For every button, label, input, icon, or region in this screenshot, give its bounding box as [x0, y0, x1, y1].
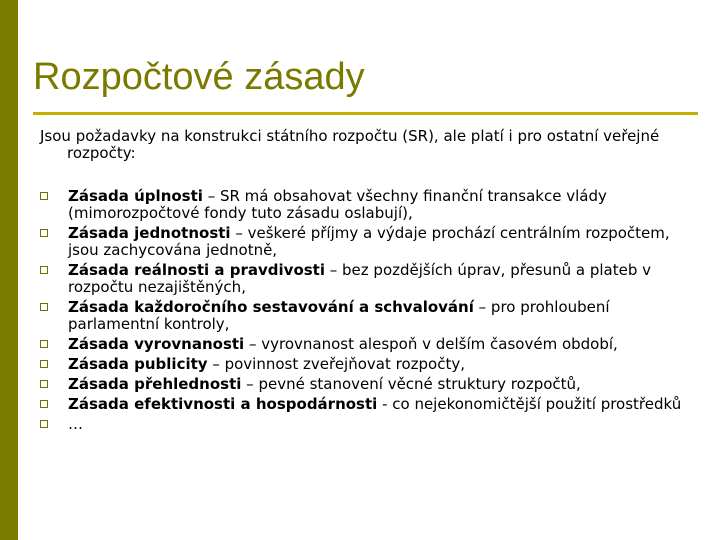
title-underline [33, 112, 698, 115]
principle-term: Zásada efektivnosti a hospodárnosti [68, 395, 378, 413]
list-item [40, 225, 685, 259]
list-item [40, 336, 685, 353]
principle-description: – SR má obsahovat všechny finanční transakce vlády (mimorozpočtové fondy tuto zásadu oslabují), [68, 187, 607, 222]
principles-list [40, 188, 685, 436]
principle-term: Zásada jednotnosti [68, 224, 231, 242]
list-item [40, 299, 685, 333]
hollow-square-bullet-icon [40, 380, 48, 388]
list-item [40, 416, 685, 433]
list-item [40, 262, 685, 296]
principle-term: Zásada reálnosti a pravdivosti [68, 261, 325, 279]
principle-term: Zásada vyrovnanosti [68, 335, 245, 353]
principle-description: – povinnost zveřejňovat rozpočty, [207, 355, 465, 373]
left-accent-bar [0, 0, 18, 540]
list-item [40, 188, 685, 222]
principle-term: Zásada úplnosti [68, 187, 203, 205]
principle-description: – pevné stanovení věcné struktury rozpočtů, [241, 375, 581, 393]
principle-term: Zásada publicity [68, 355, 208, 373]
hollow-square-bullet-icon [40, 340, 48, 348]
hollow-square-bullet-icon [40, 400, 48, 408]
list-item [40, 396, 685, 413]
slide-title: Rozpočtové zásady [33, 56, 365, 98]
principle-description: – veškeré příjmy a výdaje prochází centrálním rozpočtem, jsou zachycována jednotně, [68, 224, 670, 259]
hollow-square-bullet-icon [40, 303, 48, 311]
principle-term: Zásada každoročního sestavování a schvalování [68, 298, 474, 316]
principle-description: – vyrovnanost alespoň v delším časovém období, [244, 335, 618, 353]
principle-description: – bez pozdějších úprav, přesunů a plateb v rozpočtu nezajištěných, [68, 261, 652, 296]
hollow-square-bullet-icon [40, 266, 48, 274]
principle-description: - co nejekonomičtější použití prostředků [377, 395, 682, 413]
hollow-square-bullet-icon [40, 360, 48, 368]
list-item [40, 376, 685, 393]
hollow-square-bullet-icon [40, 229, 48, 237]
intro-text: Jsou požadavky na konstrukci státního rozpočtu (SR), ale platí i pro ostatní veřejné rozpočty: [40, 127, 660, 162]
principle-term: Zásada přehlednosti [68, 375, 242, 393]
principle-description: … [68, 415, 83, 433]
list-item [40, 356, 685, 373]
principle-description: – pro prohloubení parlamentní kontroly, [68, 298, 610, 333]
hollow-square-bullet-icon [40, 420, 48, 428]
hollow-square-bullet-icon [40, 192, 48, 200]
